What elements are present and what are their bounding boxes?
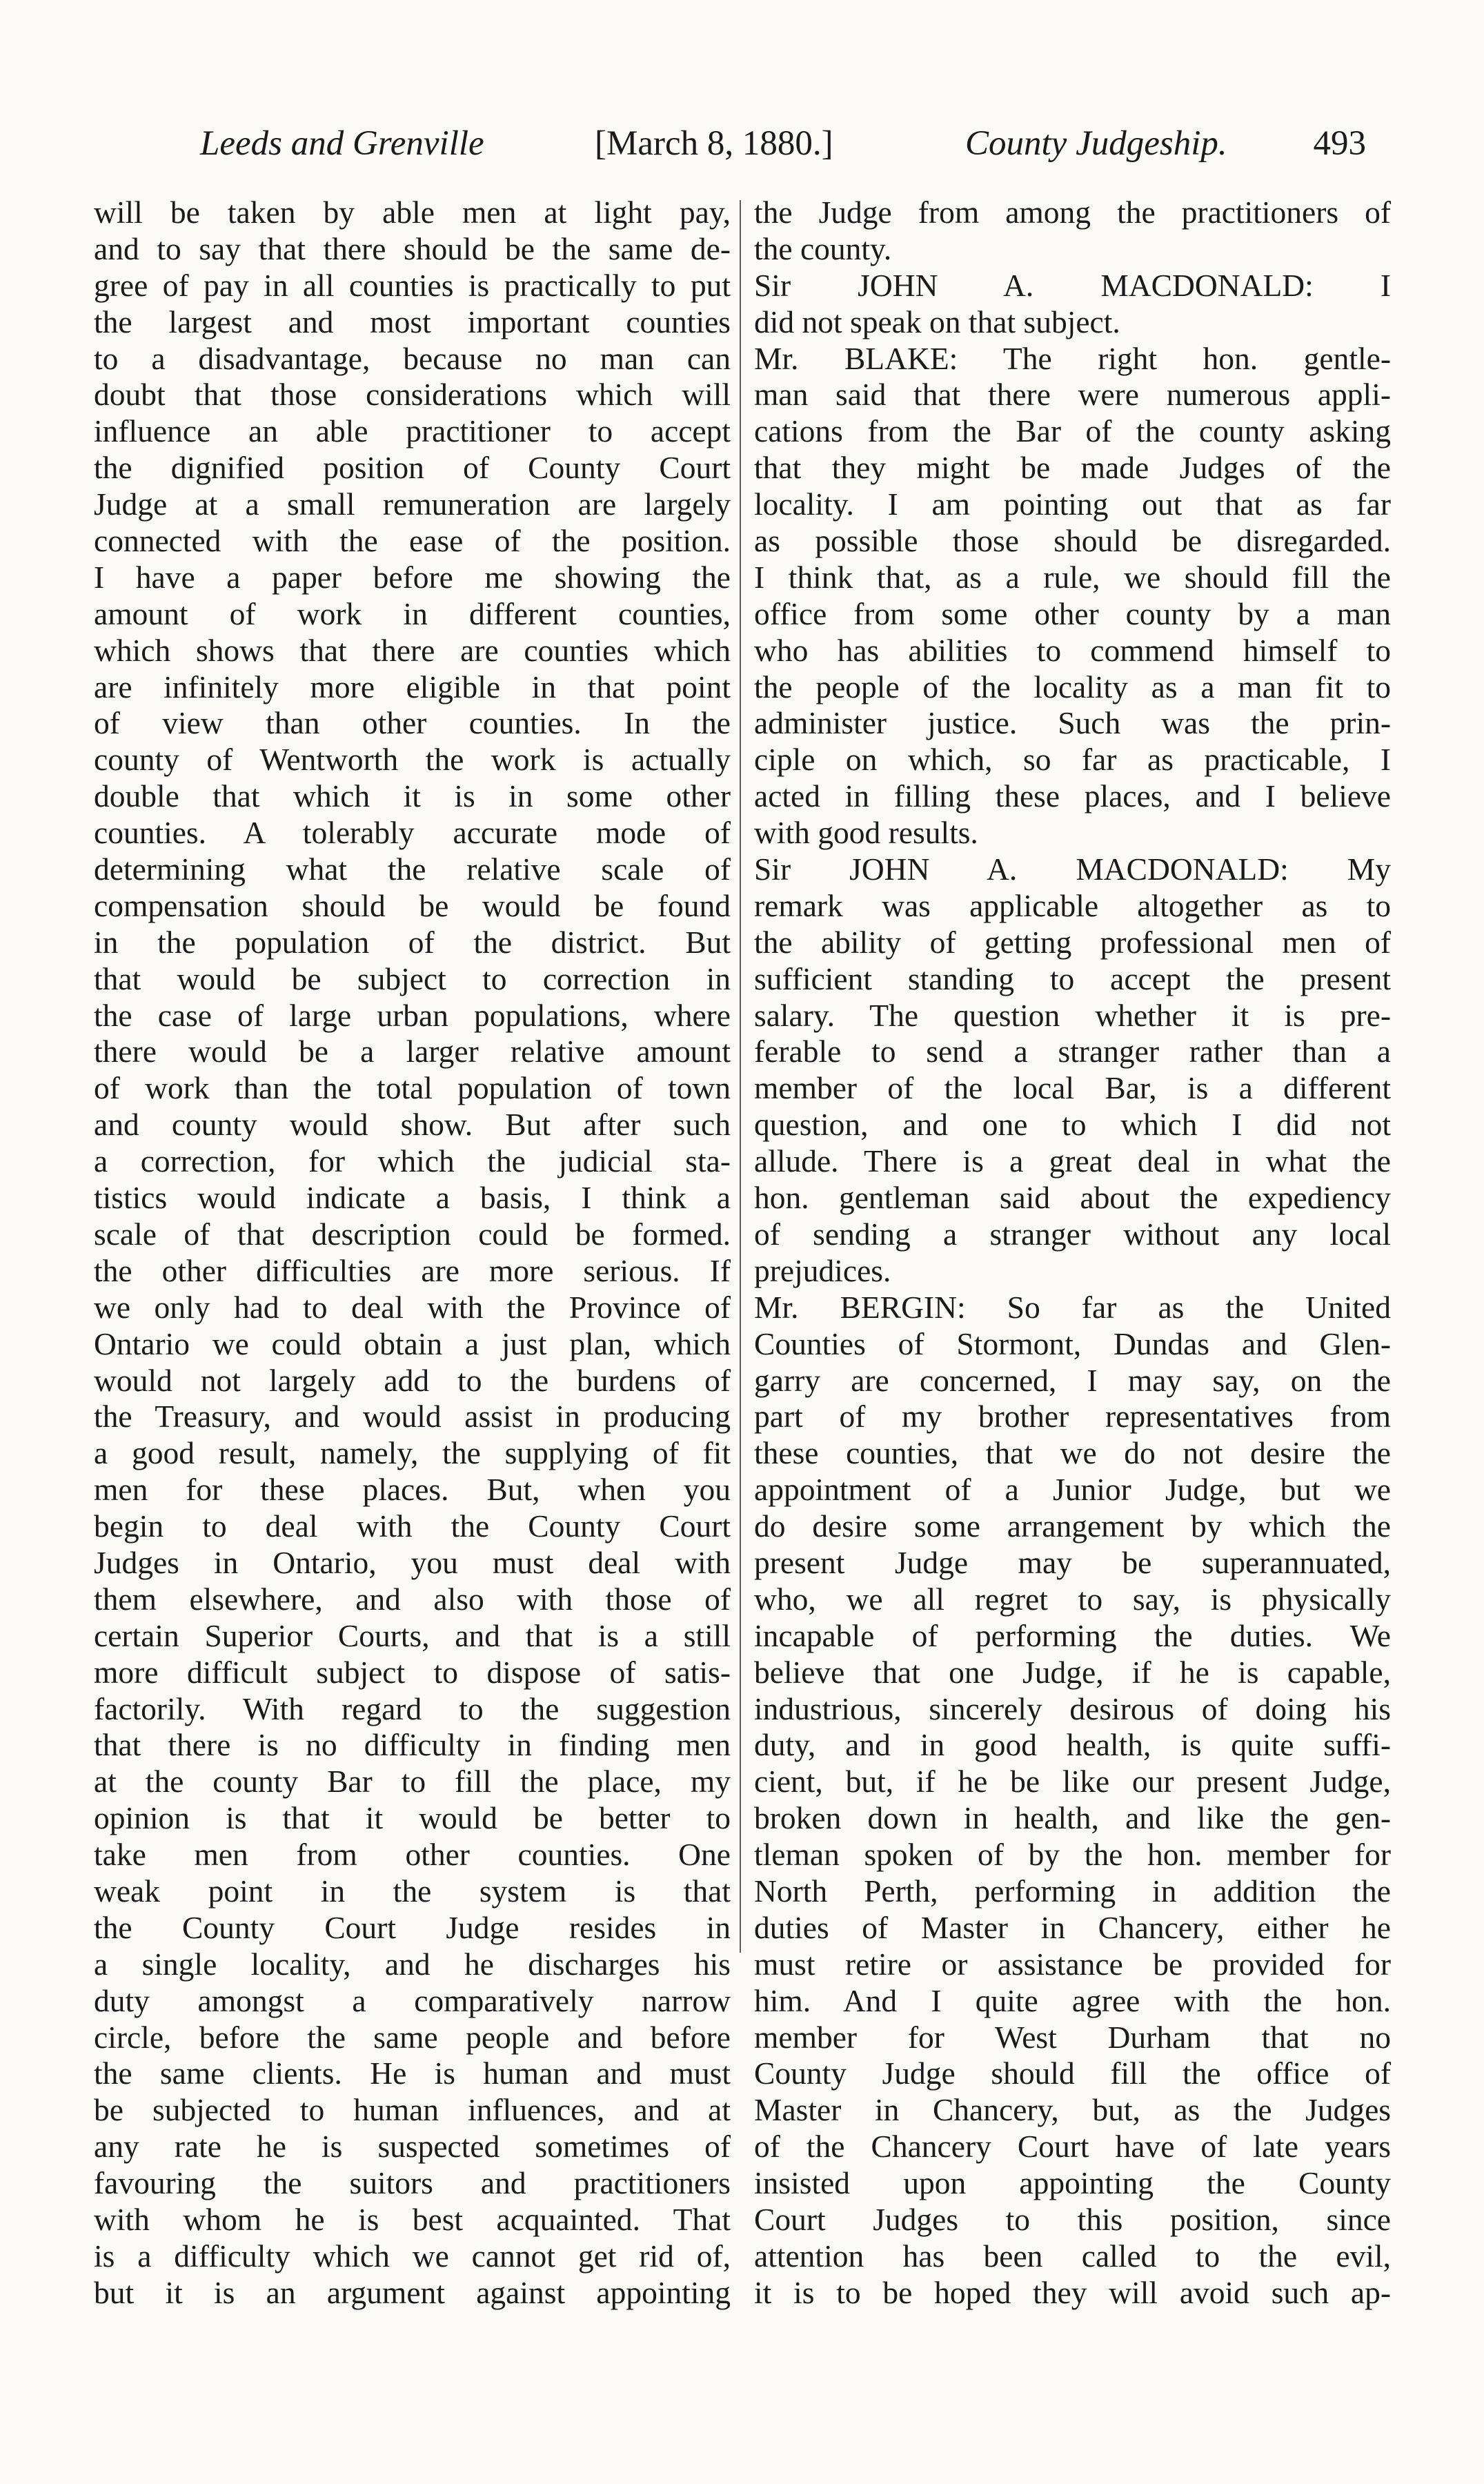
text-line: County Judge should fill the office of xyxy=(754,2056,1391,2091)
text-line: certain Superior Courts, and that is a still xyxy=(94,1617,731,1653)
text-line: the dignified position of County Court xyxy=(94,450,731,486)
text-line: tistics would indicate a basis, I think a xyxy=(94,1180,731,1216)
text-line: at the county Bar to fill the place, my xyxy=(94,1764,731,1800)
header-subject: County Judgeship. xyxy=(965,124,1227,163)
text-line: incapable of performing the duties. We xyxy=(754,1617,1391,1653)
text-line: and to say that there should be the same de- xyxy=(94,230,731,266)
text-line: of view than other counties. In the xyxy=(94,705,731,741)
text-line: who has abilities to commend himself to xyxy=(754,632,1391,668)
text-line: determining what the relative scale of xyxy=(94,851,731,887)
text-line: and county would show. But after such xyxy=(94,1107,731,1143)
text-line: of work than the total population of town xyxy=(94,1070,731,1106)
text-line: more difficult subject to dispose of satis- xyxy=(94,1654,731,1690)
text-line: opinion is that it would be better to xyxy=(94,1800,731,1836)
text-line: him. And I quite agree with the hon. xyxy=(754,1982,1391,2018)
text-line: that would be subject to correction in xyxy=(94,960,731,996)
text-line: the ability of getting professional men of xyxy=(754,924,1391,960)
text-line: a single locality, and he discharges his xyxy=(94,1946,731,1982)
text-line: in the population of the district. But xyxy=(94,924,731,960)
text-line: with whom he is best acquainted. That xyxy=(94,2201,731,2237)
text-line: men for these places. But, when you xyxy=(94,1472,731,1508)
text-line: industrious, sincerely desirous of doing his xyxy=(754,1690,1391,1726)
text-line: any rate he is suspected sometimes of xyxy=(94,2129,731,2165)
text-line: of the Chancery Court have of late years xyxy=(754,2129,1391,2165)
text-line: present Judge may be superannuated, xyxy=(754,1544,1391,1580)
text-line: Sir JOHN A. MACDONALD: My xyxy=(754,851,1391,887)
text-line: double that which it is in some other xyxy=(94,778,731,814)
text-line: duties of Master in Chancery, either he xyxy=(754,1909,1391,1945)
text-line: ferable to send a stranger rather than a xyxy=(754,1034,1391,1070)
text-line: are infinitely more eligible in that point xyxy=(94,669,731,704)
text-line: prejudices. xyxy=(754,1252,891,1288)
text-line: we only had to deal with the Province of xyxy=(94,1289,731,1325)
text-line: cations from the Bar of the county asking xyxy=(754,413,1391,449)
text-line: weak point in the system is that xyxy=(94,1873,731,1909)
text-line: with good results. xyxy=(754,815,978,851)
text-line: of sending a stranger without any local xyxy=(754,1216,1391,1252)
text-line: office from some other county by a man xyxy=(754,595,1391,631)
text-line: who, we all regret to say, is physically xyxy=(754,1581,1391,1617)
text-line: Court Judges to this position, since xyxy=(754,2201,1391,2237)
text-line: that they might be made Judges of the xyxy=(754,450,1391,486)
text-line: appointment of a Junior Judge, but we xyxy=(754,1472,1391,1508)
text-line: insisted upon appointing the County xyxy=(754,2165,1391,2201)
text-line: member of the local Bar, is a different xyxy=(754,1070,1391,1106)
text-line: amount of work in different counties, xyxy=(94,595,731,631)
text-line: I think that, as a rule, we should fill the xyxy=(754,559,1391,595)
text-line: scale of that description could be formed. xyxy=(94,1216,731,1252)
text-line: it is to be hoped they will avoid such ap- xyxy=(754,2274,1391,2310)
text-line: will be taken by able men at light pay, xyxy=(94,195,731,230)
text-line: that there is no difficulty in finding men xyxy=(94,1727,731,1763)
text-line: acted in filling these places, and I believe xyxy=(754,778,1391,814)
text-line: did not speak on that subject. xyxy=(754,304,1120,339)
text-line: factorily. With regard to the suggestion xyxy=(94,1690,731,1726)
text-line: the county. xyxy=(754,230,892,266)
text-line: sufficient standing to accept the present xyxy=(754,960,1391,996)
text-line: the Judge from among the practitioners of xyxy=(754,195,1391,230)
text-line: cient, but, if he be like our present Judge, xyxy=(754,1764,1391,1800)
text-line: broken down in health, and like the gen- xyxy=(754,1800,1391,1836)
text-line: there would be a larger relative amount xyxy=(94,1034,731,1070)
text-line: as possible those should be disregarded. xyxy=(754,523,1391,559)
text-line: doubt that those considerations which will xyxy=(94,377,731,413)
text-line: hon. gentleman said about the expediency xyxy=(754,1180,1391,1216)
header-date: [March 8, 1880.] xyxy=(595,124,833,163)
text-line: part of my brother representatives from xyxy=(754,1399,1391,1435)
text-line: would not largely add to the burdens of xyxy=(94,1362,731,1398)
text-line: but it is an argument against appointing xyxy=(94,2274,731,2310)
text-line: be subjected to human influences, and at xyxy=(94,2092,731,2128)
text-line: the same clients. He is human and must xyxy=(94,2056,731,2091)
text-line: believe that one Judge, if he is capable, xyxy=(754,1654,1391,1690)
text-line: Sir JOHN A. MACDONALD: I xyxy=(754,267,1391,303)
right-column xyxy=(754,195,1391,2312)
text-line: the people of the locality as a man fit to xyxy=(754,669,1391,704)
text-line: to a disadvantage, because no man can xyxy=(94,340,731,376)
text-line: connected with the ease of the position. xyxy=(94,523,731,559)
text-line: must retire or assistance be provided for xyxy=(754,1946,1391,1982)
text-line: ciple on which, so far as practicable, I xyxy=(754,742,1391,778)
text-line: these counties, that we do not desire the xyxy=(754,1435,1391,1471)
text-line: Judge at a small remuneration are largely xyxy=(94,486,731,522)
text-line: Counties of Stormont, Dundas and Glen- xyxy=(754,1325,1391,1361)
text-line: member for West Durham that no xyxy=(754,2019,1391,2055)
text-line: allude. There is a great deal in what the xyxy=(754,1143,1391,1179)
text-line: the case of large urban populations, where xyxy=(94,997,731,1033)
text-line: the other difficulties are more serious. If xyxy=(94,1252,731,1288)
text-line: county of Wentworth the work is actually xyxy=(94,742,731,778)
text-line: Judges in Ontario, you must deal with xyxy=(94,1544,731,1580)
column-divider xyxy=(740,200,741,1953)
text-line: begin to deal with the County Court xyxy=(94,1508,731,1544)
text-line: a good result, namely, the supplying of fit xyxy=(94,1435,731,1471)
header-constituency: Leeds and Grenville xyxy=(200,124,484,163)
text-line: Ontario we could obtain a just plan, which xyxy=(94,1325,731,1361)
text-line: the largest and most important counties xyxy=(94,304,731,339)
text-line: Master in Chancery, but, as the Judges xyxy=(754,2092,1391,2128)
text-line: Mr. BERGIN: So far as the United xyxy=(754,1289,1391,1325)
text-line: favouring the suitors and practitioners xyxy=(94,2165,731,2201)
text-line: man said that there were numerous appli- xyxy=(754,377,1391,413)
text-line: I have a paper before me showing the xyxy=(94,559,731,595)
text-line: compensation should be would be found xyxy=(94,887,731,923)
text-line: which shows that there are counties which xyxy=(94,632,731,668)
left-column xyxy=(94,195,731,2312)
text-line: take men from other counties. One xyxy=(94,1837,731,1873)
text-line: tleman spoken of by the hon. member for xyxy=(754,1837,1391,1873)
text-line: them elsewhere, and also with those of xyxy=(94,1581,731,1617)
text-line: circle, before the same people and before xyxy=(94,2019,731,2055)
text-line: question, and one to which I did not xyxy=(754,1107,1391,1143)
text-line: North Perth, performing in addition the xyxy=(754,1873,1391,1909)
text-line: do desire some arrangement by which the xyxy=(754,1508,1391,1544)
text-line: the Treasury, and would assist in producing xyxy=(94,1399,731,1435)
text-line: administer justice. Such was the prin- xyxy=(754,705,1391,741)
text-line: the County Court Judge resides in xyxy=(94,1909,731,1945)
text-line: duty amongst a comparatively narrow xyxy=(94,1982,731,2018)
running-header xyxy=(200,116,1366,171)
text-line: locality. I am pointing out that as far xyxy=(754,486,1391,522)
text-line: a correction, for which the judicial sta- xyxy=(94,1143,731,1179)
text-line: remark was applicable altogether as to xyxy=(754,887,1391,923)
text-line: is a difficulty which we cannot get rid of, xyxy=(94,2238,731,2274)
text-line: Mr. BLAKE: The right hon. gentle- xyxy=(754,340,1391,376)
text-line: salary. The question whether it is pre- xyxy=(754,997,1391,1033)
text-line: influence an able practitioner to accept xyxy=(94,413,731,449)
page-number: 493 xyxy=(1313,124,1366,163)
text-line: attention has been called to the evil, xyxy=(754,2238,1391,2274)
text-line: counties. A tolerably accurate mode of xyxy=(94,815,731,851)
text-line: garry are concerned, I may say, on the xyxy=(754,1362,1391,1398)
text-line: gree of pay in all counties is practically to put xyxy=(94,267,731,303)
text-line: duty, and in good health, is quite suffi- xyxy=(754,1727,1391,1763)
